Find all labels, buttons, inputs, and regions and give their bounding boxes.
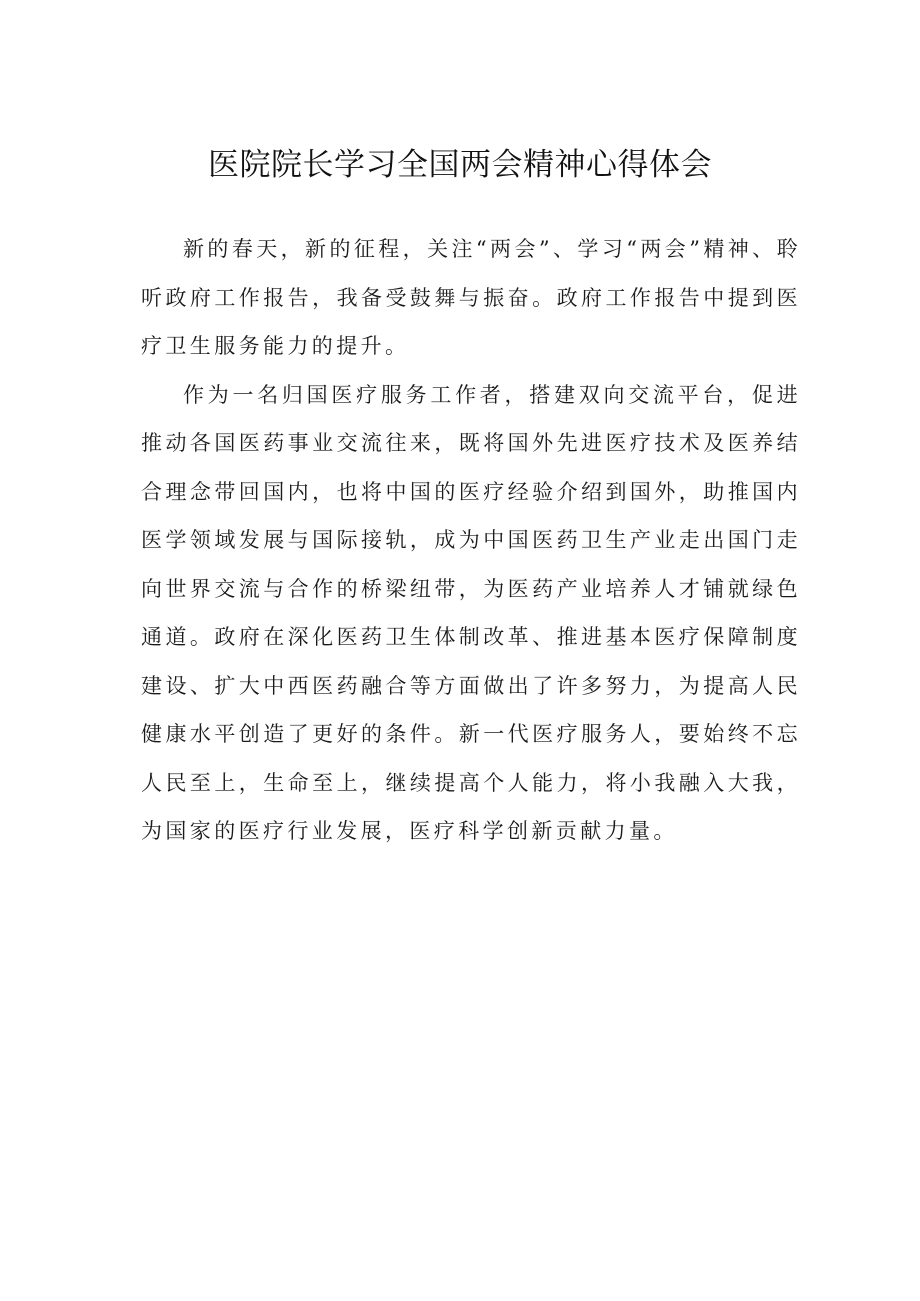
document-body bbox=[141, 225, 801, 856]
paragraph-1: 新的春天，新的征程，关注“两会”、学习“两会”精神、聆听政府工作报告，我备受鼓舞与振奋。政府工作报告中提到医疗卫生服务能力的提升。 bbox=[141, 237, 801, 358]
document-title: 医院院长学习全国两会精神心得体会 bbox=[208, 147, 712, 183]
paragraph-2: 作为一名归国医疗服务工作者，搭建双向交流平台，促进推动各国医药事业交流往来，既将国外先进医疗技术及医养结合理念带回国内，也将中国的医疗经验介绍到国外，助推国内医学领域发展与国际接轨，成为中国医药卫生产业走出国门走向世界交流与合作的桥梁纽带，为医药产业培养人才铺就绿色通道。政府在深化医药卫生体制改革、推进基本医疗保障制度建设、扩大中西医药融合等方面做出了许多努力，为提高人民健康水平创造了更好的条件。新一代医疗服务人，要始终不忘人民至上，生命至上，继续提高个人能力，将小我融入大我，为国家的医疗行业发展，医疗科学创新贡献力量。 bbox=[141, 382, 801, 843]
